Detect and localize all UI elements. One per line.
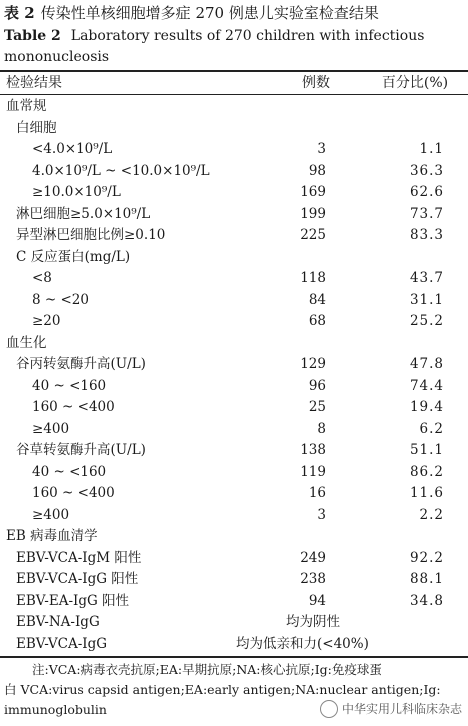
- table-row: [0, 247, 468, 269]
- row-label: 160 ~ <400: [32, 485, 115, 501]
- table-row: [0, 462, 468, 484]
- row-count: 25: [308, 399, 326, 415]
- row-label: EBV-VCA-IgG 阳性: [16, 571, 139, 587]
- table-row: [0, 96, 468, 118]
- table-row: [0, 483, 468, 505]
- row-count: 129: [300, 356, 326, 372]
- bottom-rule: [0, 656, 468, 658]
- row-merged-value: 均为阴性: [286, 614, 340, 630]
- row-label: <8: [32, 270, 52, 286]
- row-count: 225: [300, 227, 326, 243]
- wechat-icon: [320, 700, 338, 718]
- row-percent: 86.2: [409, 463, 444, 480]
- row-label: EBV-NA-IgG: [16, 614, 100, 630]
- row-percent: 88.1: [409, 571, 444, 587]
- row-label: ≥400: [32, 420, 70, 437]
- row-label: <4.0×10⁹/L: [32, 141, 113, 157]
- table-row: [0, 268, 468, 290]
- table-row: [0, 182, 468, 204]
- header-item: 检验结果: [6, 75, 62, 91]
- header-percent: 百分比(%): [381, 75, 449, 91]
- table-row: [0, 397, 468, 419]
- row-label: C 反应蛋白(mg/L): [16, 248, 131, 265]
- row-count: 119: [300, 463, 326, 480]
- row-percent: 1.1: [419, 141, 444, 157]
- row-count: 138: [300, 442, 326, 458]
- row-label: ≥20: [32, 313, 61, 329]
- row-label: ≥10.0×10⁹/L: [32, 184, 121, 200]
- row-merged-value: 均为低亲和力(<40%): [236, 635, 369, 652]
- table-label-cn: 表 2: [4, 4, 35, 22]
- table-row: [0, 569, 468, 591]
- row-count: 8: [317, 420, 326, 437]
- row-percent: 11.6: [409, 485, 444, 501]
- row-label: 异型淋巴细胞比例≥0.10: [16, 227, 166, 243]
- row-label: EBV-VCA-IgG: [16, 635, 108, 652]
- row-percent: 34.8: [409, 592, 444, 609]
- table-title-cn: [4, 2, 379, 23]
- row-count: 84: [308, 291, 326, 308]
- table-row: [0, 290, 468, 312]
- row-count: 96: [308, 377, 326, 394]
- table-row: [0, 548, 468, 570]
- row-percent: 36.3: [409, 162, 444, 179]
- row-label: 血常规: [6, 98, 47, 114]
- row-label: 40 ~ <160: [32, 377, 107, 394]
- row-percent: 74.4: [409, 377, 444, 394]
- footnote-line: 注:VCA:病毒衣壳抗原;EA:早期抗原;NA:核心抗原;Ig:免疫球蛋: [32, 662, 382, 677]
- row-label: 谷草转氨酶升高(U/L): [16, 442, 146, 458]
- table-row: [0, 225, 468, 247]
- row-percent: 31.1: [409, 291, 444, 308]
- header-rule: [0, 94, 468, 95]
- row-percent: 92.2: [409, 549, 444, 566]
- row-count: 199: [300, 205, 326, 222]
- row-percent: 73.7: [409, 205, 444, 222]
- row-label: EBV-EA-IgG 阳性: [16, 592, 130, 609]
- table-title-en: [4, 26, 464, 68]
- row-label: ≥400: [32, 506, 70, 523]
- table-row: [0, 440, 468, 462]
- row-label: EBV-VCA-IgM 阳性: [16, 549, 142, 566]
- footnote-line: 白 VCA:virus capsid antigen;EA:early antigen;NA:nuclear antigen;Ig:: [4, 682, 441, 697]
- row-percent: 2.2: [419, 506, 444, 523]
- table-row: [0, 311, 468, 333]
- table-row: [0, 118, 468, 140]
- row-count: 118: [300, 270, 326, 286]
- row-label: 血生化: [6, 334, 47, 351]
- row-label: 白细胞: [16, 119, 57, 136]
- row-label: 谷丙转氨酶升高(U/L): [16, 356, 146, 372]
- table-row: [0, 139, 468, 161]
- row-label: 160 ~ <400: [32, 399, 115, 415]
- table-body: [0, 96, 468, 655]
- table-row: [0, 612, 468, 634]
- table-row: [0, 419, 468, 441]
- table-row: [0, 204, 468, 226]
- row-label: 40 ~ <160: [32, 463, 107, 480]
- row-count: 94: [308, 592, 326, 609]
- row-label: 淋巴细胞≥5.0×10⁹/L: [16, 205, 151, 222]
- row-count: 238: [300, 571, 326, 587]
- row-percent: 47.8: [409, 356, 444, 372]
- row-label: 4.0×10⁹/L ~ <10.0×10⁹/L: [32, 162, 210, 179]
- table-row: [0, 376, 468, 398]
- table-row: [0, 505, 468, 527]
- table-row: [0, 333, 468, 355]
- table-row: [0, 591, 468, 613]
- table-row: [0, 526, 468, 548]
- row-count: 3: [317, 506, 326, 523]
- row-percent: 25.2: [409, 313, 444, 329]
- row-count: 98: [308, 162, 326, 179]
- row-percent: 62.6: [409, 184, 444, 200]
- table-title-en-text: Laboratory results of 270 children with infectious mononucleosis: [4, 28, 425, 65]
- footnote-line: immunoglobulin: [4, 702, 107, 717]
- watermark-text: 中华实用儿科临床杂志: [341, 701, 462, 716]
- row-count: 68: [308, 313, 326, 329]
- table-row: [0, 354, 468, 376]
- row-percent: 51.1: [409, 442, 444, 458]
- row-count: 249: [300, 549, 326, 566]
- table-row: [0, 161, 468, 183]
- table-label-en: Table 2: [4, 28, 61, 44]
- row-label: 8 ~ <20: [32, 291, 89, 308]
- row-count: 169: [300, 184, 326, 200]
- row-count: 16: [308, 485, 326, 501]
- header-count: 例数: [302, 75, 330, 91]
- row-label: EB 病毒血清学: [6, 528, 98, 544]
- table-title-cn-text: 传染性单核细胞增多症 270 例患儿实验室检查结果: [40, 4, 379, 22]
- table-row: [0, 634, 468, 656]
- row-percent: 43.7: [409, 270, 444, 286]
- row-percent: 6.2: [419, 420, 444, 437]
- row-count: 3: [317, 141, 326, 157]
- journal-watermark: [320, 700, 462, 719]
- row-percent: 83.3: [409, 227, 444, 243]
- row-percent: 19.4: [409, 399, 444, 415]
